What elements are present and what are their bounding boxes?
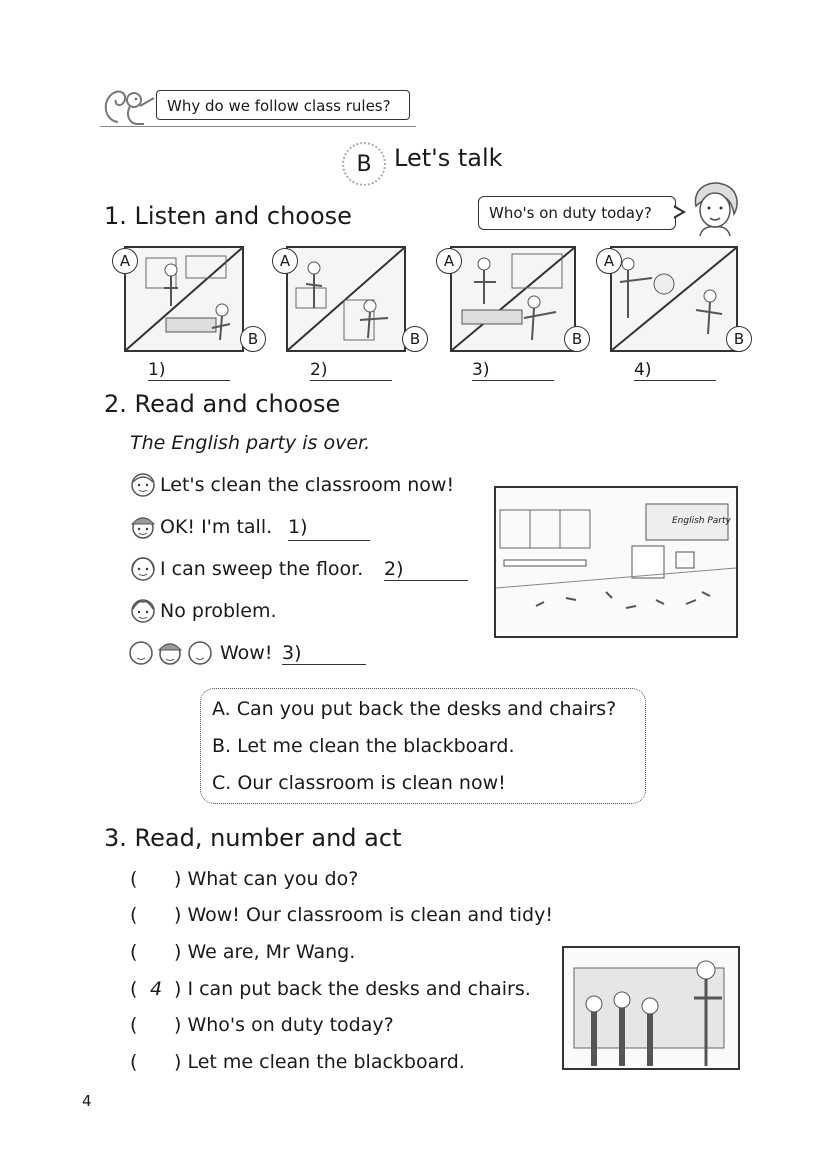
number-item-3: ) We are, Mr Wang. [174, 941, 356, 963]
picture-2 [286, 246, 406, 352]
answer-blank-2[interactable] [310, 380, 392, 381]
girl-face-icon [130, 556, 156, 582]
board-text: English Party [672, 516, 731, 526]
three-faces-icon [128, 640, 216, 666]
number-slot-4[interactable]: 4 [149, 978, 163, 1000]
picture-1 [124, 246, 244, 352]
number-item-5: ) Who's on duty today? [174, 1014, 394, 1036]
part2-intro: The English party is over. [130, 432, 371, 454]
answer-blank-3[interactable] [472, 380, 554, 381]
dialogue-blank-label-2: 2) [384, 558, 404, 580]
page-number: 4 [82, 1092, 92, 1110]
teacher-portrait-icon [688, 180, 742, 238]
dialogue-blank-label-3: 3) [282, 642, 302, 664]
speech-bubble: Who's on duty today? [478, 196, 676, 230]
dialogue-blank-1[interactable] [288, 540, 370, 541]
boy-cap-face-icon [130, 514, 156, 540]
number-item-2: ) Wow! Our classroom is clean and tidy! [174, 904, 553, 926]
part3-heading: 3. Read, number and act [104, 824, 402, 852]
dialogue-blank-2[interactable] [384, 580, 468, 581]
label-a-4[interactable]: A [596, 248, 622, 274]
dialogue-line-2: OK! I'm tall. [160, 516, 273, 538]
part1-heading: 1. Listen and choose [104, 202, 352, 230]
section-title: Let's talk [394, 144, 503, 172]
teacher-students-picture [562, 946, 740, 1070]
squirrel-icon [100, 84, 158, 128]
answer-blank-1[interactable] [148, 380, 230, 381]
number-item-6: ) Let me clean the blackboard. [174, 1051, 465, 1073]
number-item-4: ) I can put back the desks and chairs. [174, 978, 531, 1000]
label-b-1[interactable]: B [240, 326, 266, 352]
label-a-1[interactable]: A [112, 248, 138, 274]
dialogue-blank-label-1: 1) [288, 516, 308, 538]
answer-label-2: 2) [310, 360, 328, 380]
label-b-2[interactable]: B [402, 326, 428, 352]
choice-b: B. Let me clean the blackboard. [212, 735, 515, 757]
part2-heading: 2. Read and choose [104, 390, 341, 418]
picture-4 [610, 246, 738, 352]
answer-label-3: 3) [472, 360, 490, 380]
dialogue-line-1: Let's clean the classroom now! [160, 474, 455, 496]
label-b-3[interactable]: B [564, 326, 590, 352]
choice-a: A. Can you put back the desks and chairs? [212, 698, 617, 720]
banner-question: Why do we follow class rules? [156, 90, 410, 120]
picture-3 [450, 246, 576, 352]
dialogue-line-3: I can sweep the floor. [160, 558, 364, 580]
boy-face-icon [130, 472, 156, 498]
answer-label-4: 4) [634, 360, 652, 380]
dialogue-line-5: Wow! [220, 642, 273, 664]
answer-label-1: 1) [148, 360, 166, 380]
classroom-picture [494, 486, 738, 638]
choice-c: C. Our classroom is clean now! [212, 772, 506, 794]
dialogue-line-4: No problem. [160, 600, 277, 622]
banner-underline [100, 126, 416, 127]
number-item-1: ) What can you do? [174, 868, 359, 890]
label-b-4[interactable]: B [726, 326, 752, 352]
dialogue-blank-3[interactable] [282, 664, 366, 665]
boy2-face-icon [130, 598, 156, 624]
section-letter: B [342, 142, 386, 186]
label-a-2[interactable]: A [272, 248, 298, 274]
answer-blank-4[interactable] [634, 380, 716, 381]
label-a-3[interactable]: A [436, 248, 462, 274]
number-open-paren: ( [130, 868, 138, 890]
